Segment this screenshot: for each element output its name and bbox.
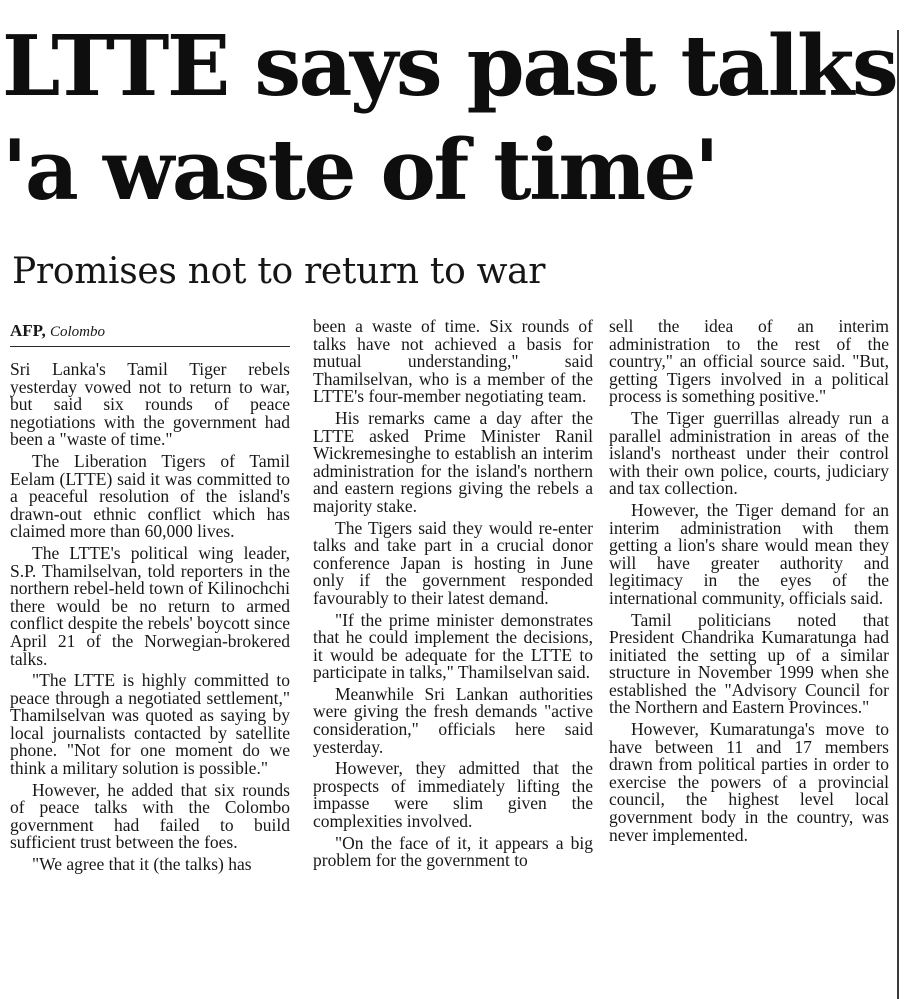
article-paragraph: sell the idea of an interim administration to the rest of the country," an official source said. "But, getting Tigers involved in a political process is something positive." [609, 316, 889, 407]
headline-line-2: 'a waste of time' [2, 121, 718, 219]
article-paragraph: The Liberation Tigers of Tamil Eelam (LTTE) said it was committed to a peaceful resolution of the island's drawn-out ethnic conflict which has claimed more than 60,000 lives. [10, 450, 290, 542]
article-column-1 [10, 318, 290, 878]
article-paragraph: "On the face of it, it appears a big problem for the government to [313, 832, 593, 871]
byline-place: Colombo [50, 324, 106, 340]
article-paragraph: However, the Tiger demand for an interim administration with them getting a lion's share would mean they will have greater authority and legitimacy in the eyes of the international community, officials said. [609, 499, 889, 608]
article-paragraph: The Tigers said they would re-enter talks and take part in a crucial donor conference Japan is hosting in June only if the government responded favourably to their latest demand. [313, 517, 593, 608]
article-paragraph: The LTTE's political wing leader, S.P. Thamilselvan, told reporters in the northern rebel-held town of Kilinochchi there would be no return to armed conflict despite the rebels' boycott since April 21 of the Norwegian-brokered talks. [10, 542, 290, 669]
article-paragraph: The Tiger guerrillas already run a parallel administration in areas of the island's northeast under their control with their own police, courts, judiciary and tax collection. [609, 407, 889, 499]
headline [2, 14, 897, 222]
headline-line-1: LTTE says past talks [2, 17, 897, 115]
article-column-3 [609, 318, 889, 848]
article-column-2 [313, 318, 593, 874]
article-paragraph: Meanwhile Sri Lankan authorities were giving the fresh demands "active consideration," officials here said yesterday. [313, 683, 593, 757]
article-paragraph: "If the prime minister demonstrates that he could implement the decisions, it would be adequate for the LTTE to participate in talks," Thamilselvan said. [313, 609, 593, 683]
subheadline: Promises not to return to war [12, 251, 546, 292]
article-paragraph: However, he added that six rounds of peace talks with the Colombo government had failed to build sufficient trust between the foes. [10, 779, 290, 853]
article-paragraph: Sri Lanka's Tamil Tiger rebels yesterday vowed not to return to war, but said six rounds of peace negotiations with the government had been a "waste of time." [10, 359, 290, 450]
article-paragraph: "We agree that it (the talks) has [32, 854, 252, 875]
article-paragraph: However, Kumaratunga's move to have between 11 and 17 members drawn from political parties in order to exercise the powers of a provincial council, the highest level local government body in the country, was never implemented. [609, 719, 889, 845]
article-paragraph: been a waste of time. Six rounds of talks have not achieved a basis for mutual understanding," said Thamilselvan, who is a member of the LTTE's four-member negotiating team. [313, 316, 593, 407]
article-paragraph: "The LTTE is highly committed to peace through a negotiated settlement," Thamilselvan was quoted as saying by local journalists contacted by satellite phone. "Not for one moment do we think a military solution is possible." [10, 670, 290, 779]
article-paragraph: However, they admitted that the prospects of immediately lifting the impasse were slim given the complexities involved. [313, 758, 593, 832]
byline [10, 318, 290, 347]
article-paragraph: His remarks came a day after the LTTE asked Prime Minister Ranil Wickremesinghe to establish an interim administration for the island's northern and eastern regions giving the rebels a majority stake. [313, 407, 593, 516]
byline-agency: AFP, [10, 321, 46, 340]
column-edge-rule [897, 30, 899, 999]
article-paragraph: Tamil politicians noted that President Chandrika Kumaratunga had initiated the setting up of a similar structure in November 1999 when she established the "Advisory Council for the Northern and Eastern Provinces." [609, 609, 889, 718]
